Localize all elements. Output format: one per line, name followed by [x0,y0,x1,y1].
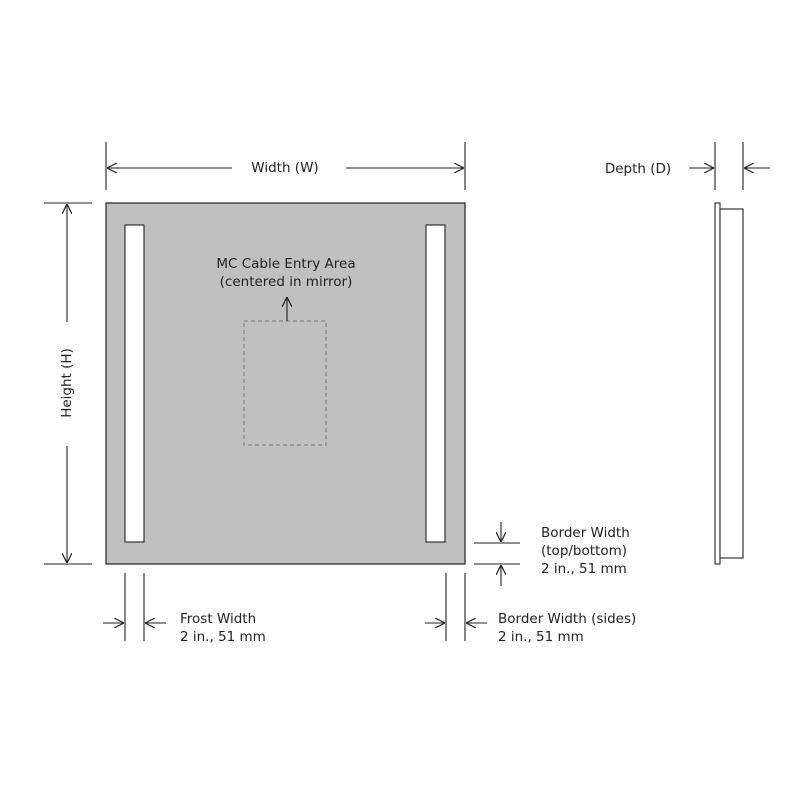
border-sides-dimension [425,573,636,645]
border-tb-label-line3: 2 in., 51 mm [541,561,627,577]
width-label: Width (W) [251,160,319,176]
height-label: Height (H) [59,348,75,418]
left-frost-strip [125,225,144,542]
right-frost-strip [426,225,445,542]
cable-label-line2: (centered in mirror) [219,274,353,290]
mirror-side-view [715,203,743,564]
border-sides-label-line1: Border Width (sides) [498,611,637,627]
border-tb-label-line2: (top/bottom) [541,543,628,559]
height-dimension [44,203,92,564]
depth-label: Depth (D) [604,161,672,177]
border-tb-label-line1: Border Width [541,525,630,541]
border-top-bottom-dimension [474,522,630,586]
depth-dimension [605,142,770,190]
cable-label-line1: MC Cable Entry Area [216,256,356,272]
width-dimension [106,142,465,190]
frost-label-line1: Frost Width [180,611,257,627]
frost-label-line2: 2 in., 51 mm [180,629,266,645]
border-sides-label-line2: 2 in., 51 mm [498,629,584,645]
frost-width-dimension [103,573,266,645]
